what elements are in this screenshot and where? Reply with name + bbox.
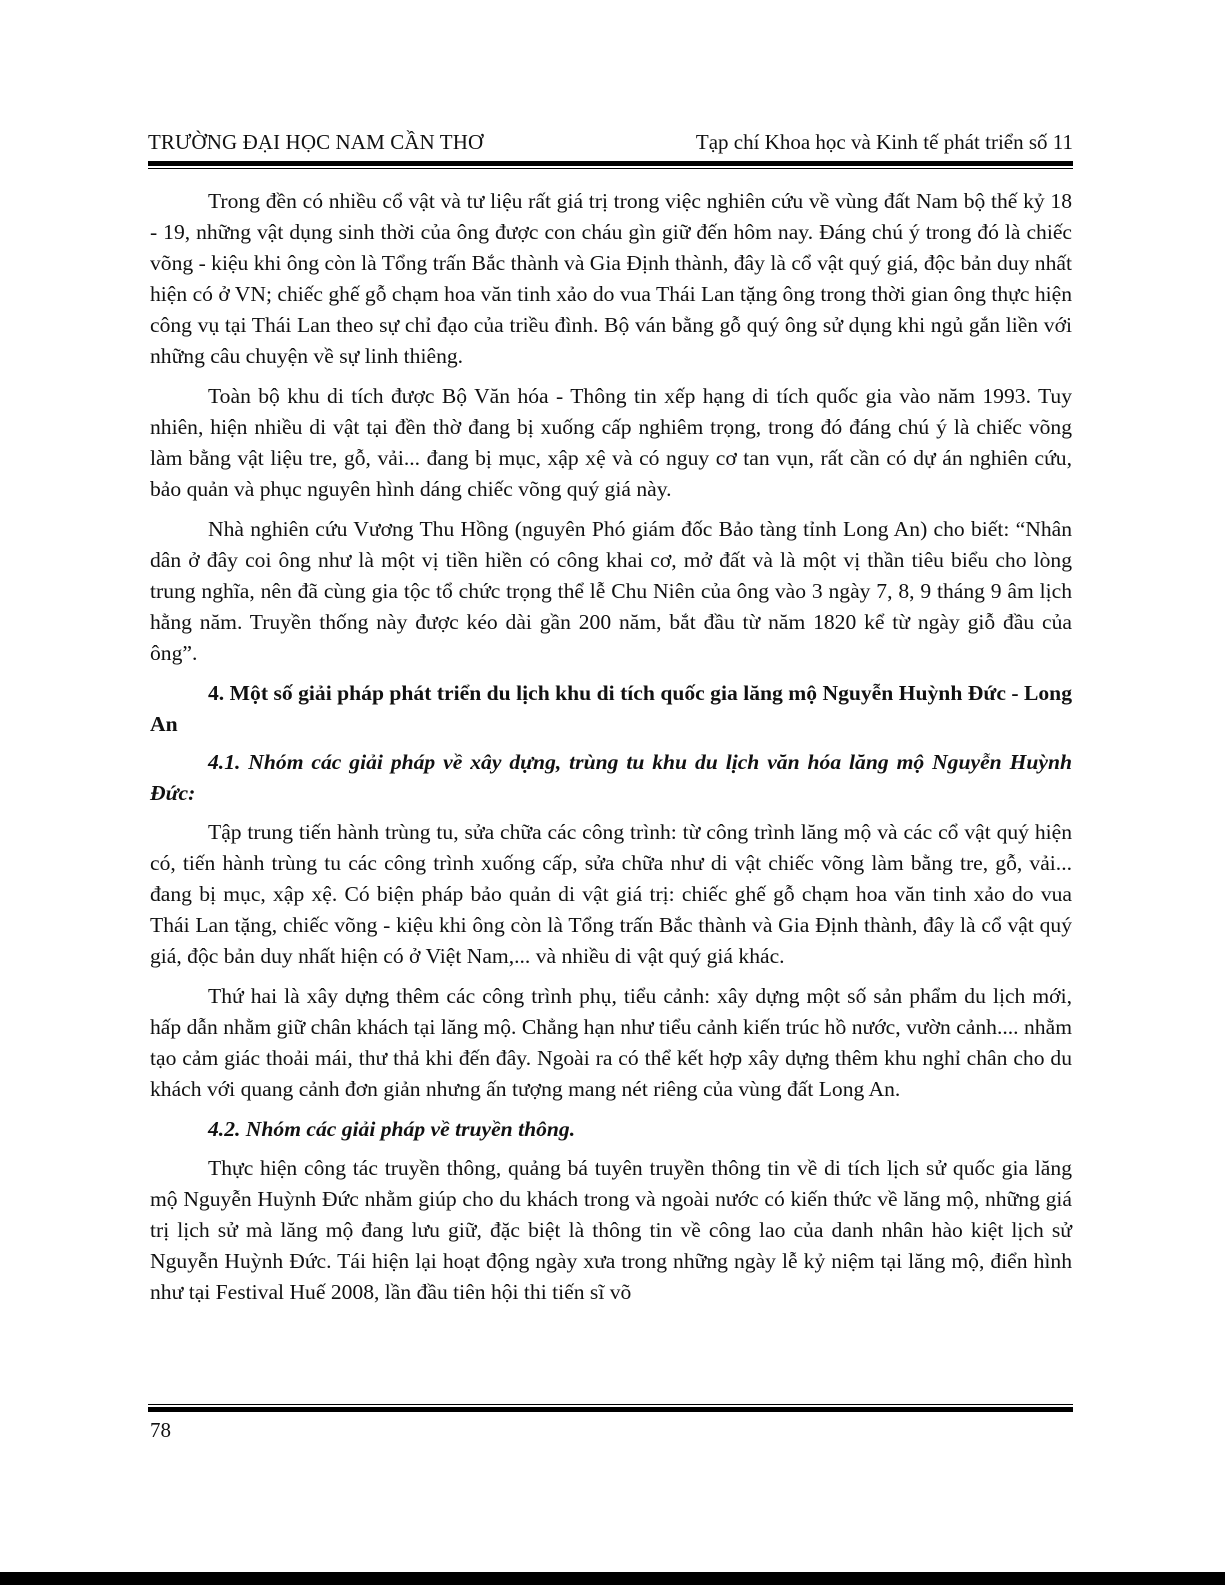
paragraph-quote: Nhà nghiên cứu Vương Thu Hồng (nguyên Phó giám đốc Bảo tàng tỉnh Long An) cho biết: “Nhân dân ở đây coi ông như là một vị tiền hiền có công khai cơ, mở đất và là một vị thần tiêu biểu cho lòng trung nghĩa, nên đã cùng gia tộc tổ chức trọng thể lễ Chu Niên của ông vào 3 ngày 7, 8, 9 tháng 9 âm lịch hằng năm. Truyền thống này được kéo dài gần 200 năm, bắt đầu từ năm 1820 kể từ ngày giỗ đầu của ông”. (150, 517, 1072, 665)
paragraph-communication: Thực hiện công tác truyền thông, quảng bá tuyên truyền thông tin về di tích lịch sử quốc gia lăng mộ Nguyễn Huỳnh Đức nhằm giúp cho du khách trong và ngoài nước có kiến thức về lăng mộ, những giá trị lịch sử mà lăng mộ đang lưu giữ, đặc biệt là thông tin về công lao của danh nhân hào kiệt lịch sử Nguyễn Huỳnh Đức. Tái hiện lại hoạt động ngày xưa trong những ngày lễ kỷ niệm tại lăng mộ, điển hình như tại Festival Huế 2008, lần đầu tiên hội thi tiến sĩ võ (150, 1156, 1072, 1304)
footer-rule-thick (148, 1407, 1073, 1412)
header-rule-thin (148, 168, 1073, 169)
subsection-heading-4-1: 4.1. Nhóm các giải pháp về xây dựng, trùng tu khu du lịch văn hóa lăng mộ Nguyễn Huỳnh Đức: (150, 750, 1072, 805)
paragraph-ranking: Toàn bộ khu di tích được Bộ Văn hóa - Thông tin xếp hạng di tích quốc gia vào năm 1993. Tuy nhiên, hiện nhiều di vật tại đền thờ đang bị xuống cấp nghiêm trọng, trong đó đáng chú ý là chiếc võng làm bằng vật liệu tre, gỗ, vải... đang bị mục, xập xệ và có nguy cơ tan vụn, rất cần có dự án nghiên cứu, bảo quản và phục nguyên hình dáng chiếc võng quý giá này. (150, 384, 1072, 501)
paragraph-restoration: Tập trung tiến hành trùng tu, sửa chữa các công trình: từ công trình lăng mộ và các cổ vật quý hiện có, tiến hành trùng tu các công trình xuống cấp, sửa chữa như di vật chiếc võng làm bằng tre, gỗ, vải... đang bị mục, xập xệ. Có biện pháp bảo quản di vật giá trị: chiếc ghế gỗ chạm hoa văn tinh xảo do vua Thái Lan tặng, chiếc võng - kiệu khi ông còn là Tổng trấn Bắc thành và Gia Định thành, đây là cổ vật quý giá, độc bản duy nhất hiện có ở Việt Nam,... và nhiều di vật quý giá khác. (150, 820, 1072, 968)
running-header (148, 130, 1073, 164)
scan-border (0, 1572, 1225, 1585)
body-text (150, 186, 1072, 1317)
header-rule-thick (148, 161, 1073, 166)
page-number: 78 (150, 1418, 171, 1442)
footer-rule-thin (148, 1404, 1073, 1405)
header-institution: TRƯỜNG ĐẠI HỌC NAM CẦN THƠ (148, 130, 484, 154)
header-journal: Tạp chí Khoa học và Kinh tế phát triển số 11 (695, 130, 1073, 154)
paragraph-landscaping: Thứ hai là xây dựng thêm các công trình phụ, tiểu cảnh: xây dựng một số sản phẩm du lịch mới, hấp dẫn nhằm giữ chân khách tại lăng mộ. Chẳng hạn như tiểu cảnh kiến trúc hồ nước, vườn cảnh.... nhằm tạo cảm giác thoải mái, thư thả khi đến đây. Ngoài ra có thể kết hợp xây dựng thêm khu nghỉ chân cho du khách với quang cảnh đơn giản nhưng ấn tượng mang nét riêng của vùng đất Long An. (150, 984, 1072, 1101)
paragraph-artifacts: Trong đền có nhiều cổ vật và tư liệu rất giá trị trong việc nghiên cứu về vùng đất Nam bộ thế kỷ 18 - 19, những vật dụng sinh thời của ông được con cháu gìn giữ đến hôm nay. Đáng chú ý trong đó là chiếc võng - kiệu khi ông còn là Tổng trấn Bắc thành và Gia Định thành, đây là cổ vật quý giá, độc bản duy nhất hiện có ở VN; chiếc ghế gỗ chạm hoa văn tinh xảo do vua Thái Lan tặng ông trong thời gian ông thực hiện công vụ tại Thái Lan theo sự chỉ đạo của triều đình. Bộ ván bằng gỗ quý ông sử dụng khi ngủ gắn liền với những câu chuyện về sự linh thiêng. (150, 189, 1072, 368)
section-heading-4: 4. Một số giải pháp phát triển du lịch khu di tích quốc gia lăng mộ Nguyễn Huỳnh Đức - Long An (150, 681, 1072, 736)
subsection-heading-4-2: 4.2. Nhóm các giải pháp về truyền thông. (208, 1117, 576, 1141)
